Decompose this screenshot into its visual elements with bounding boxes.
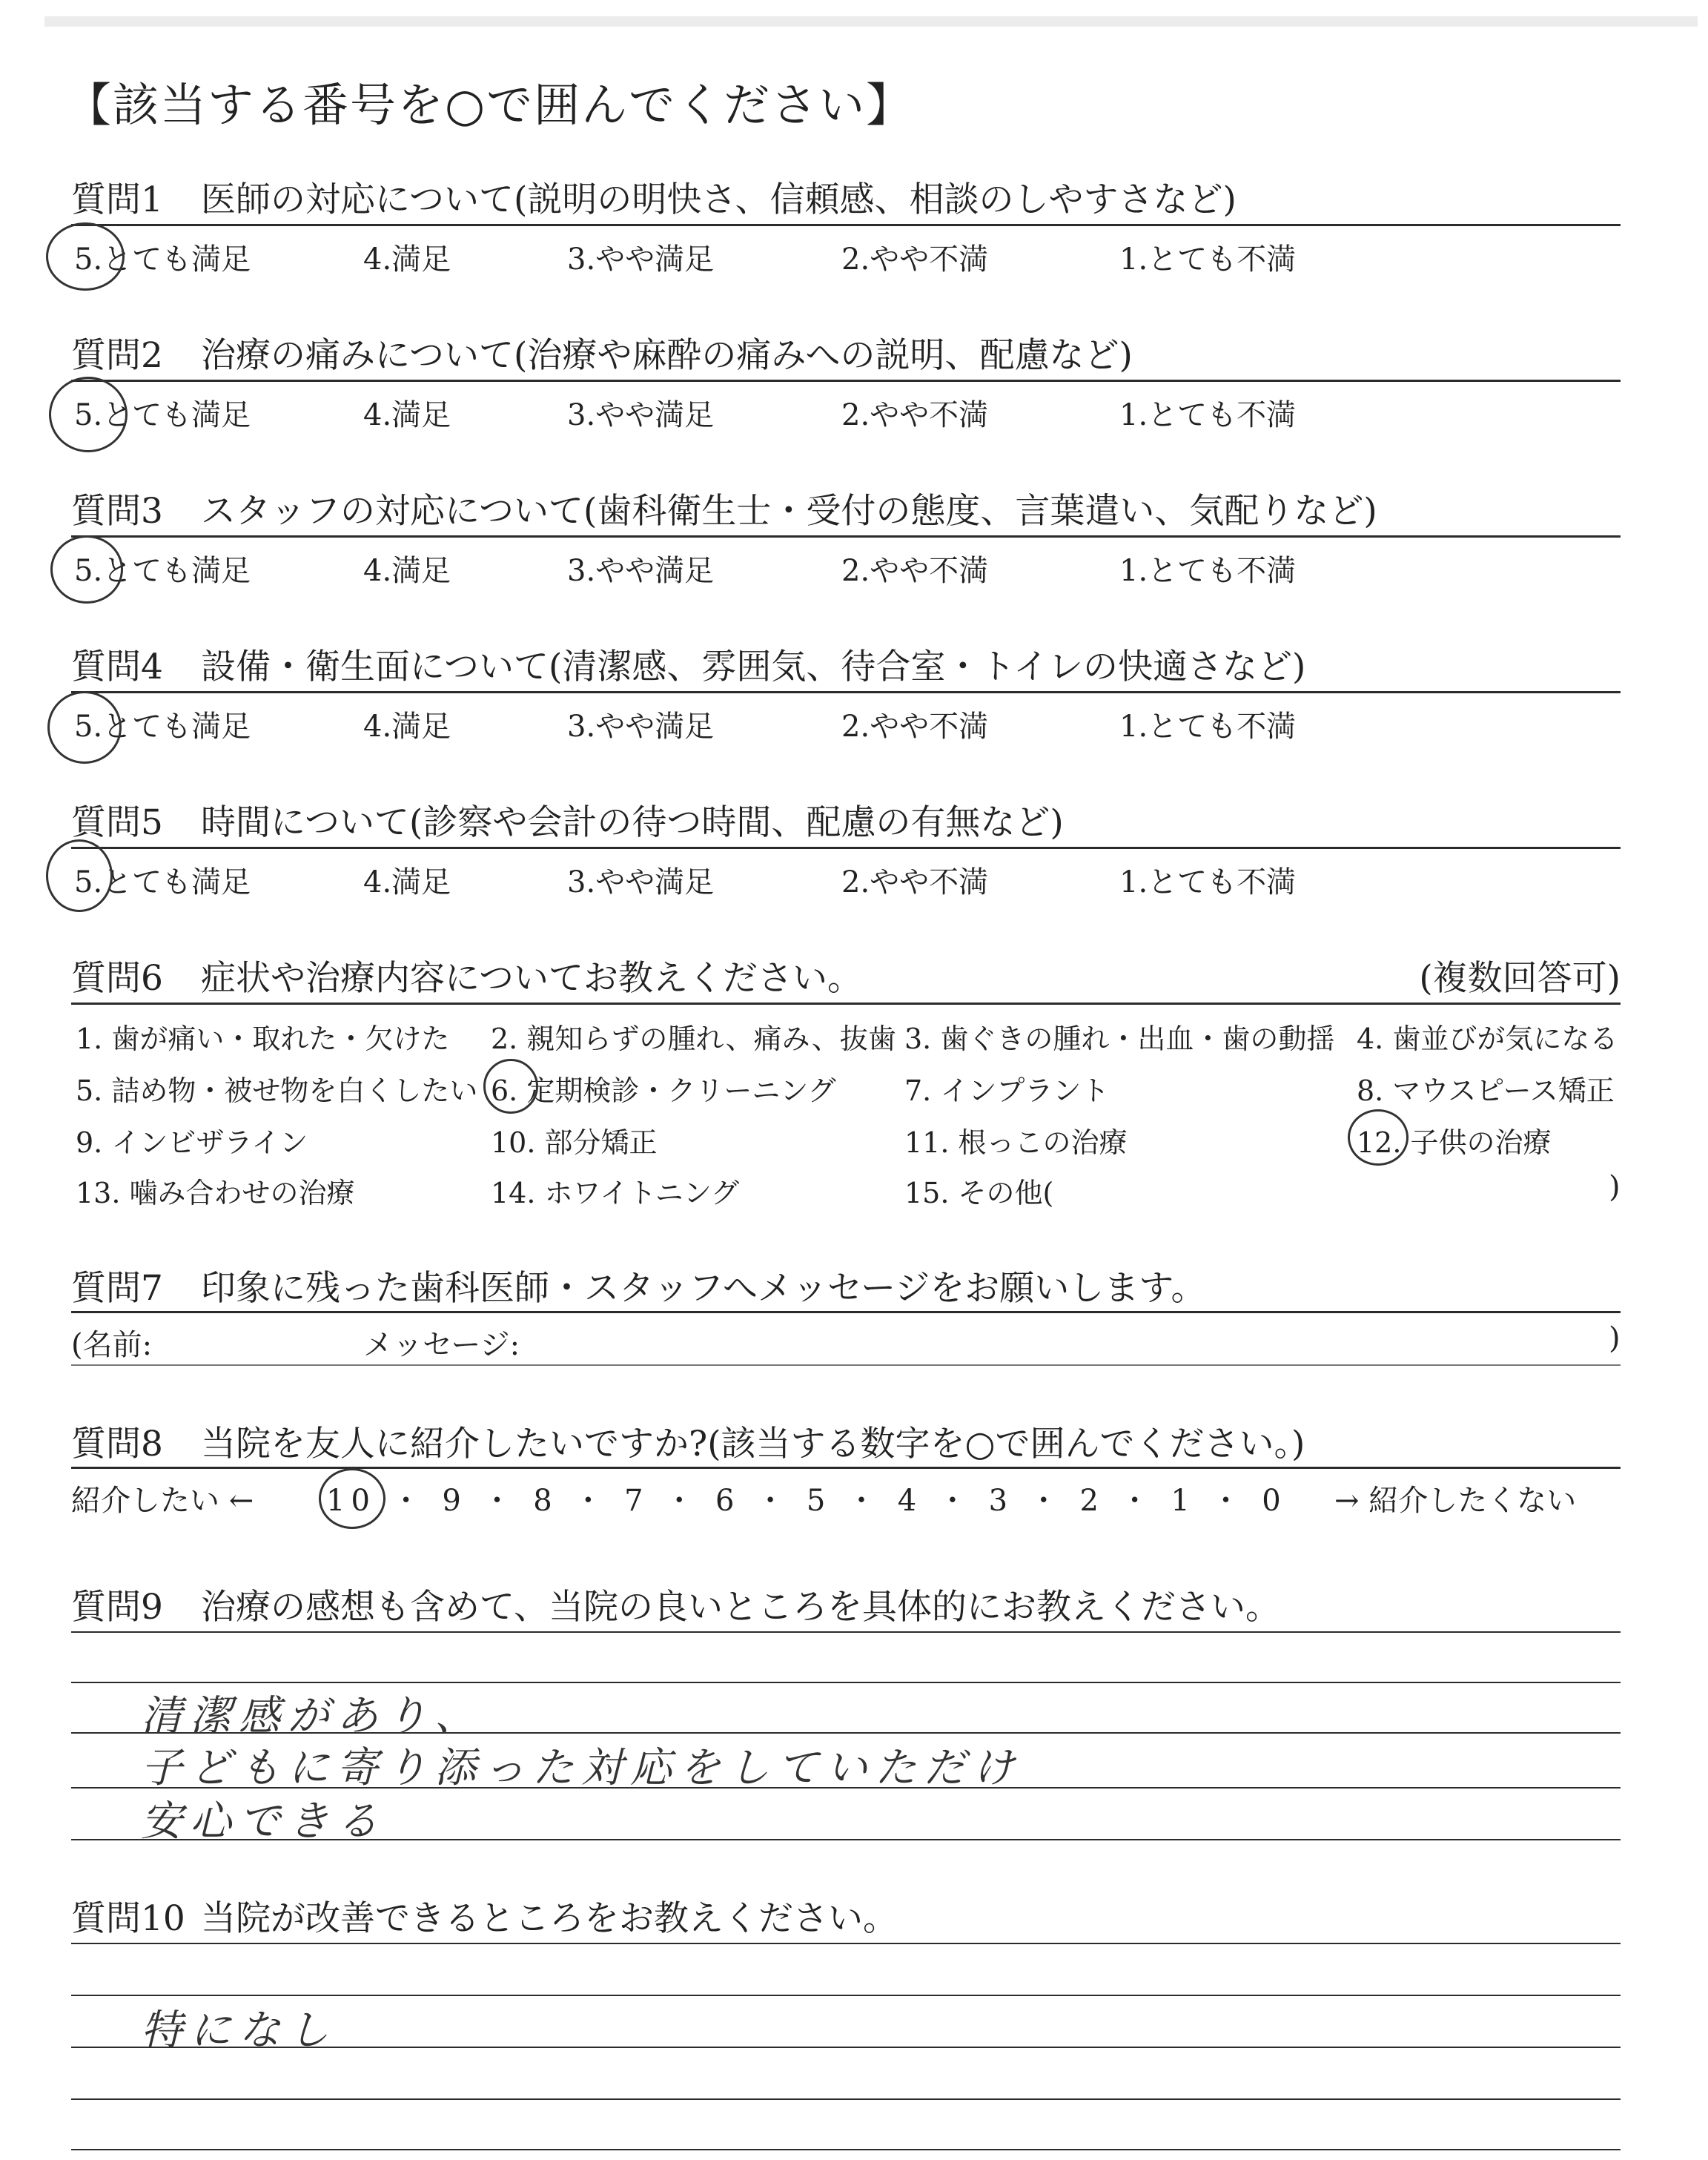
question-7: 質問7 印象に残った歯科医師・スタッフへメッセージをお願いします。 — [71, 1268, 1206, 1309]
q1-option-2[interactable]: 2.やや不満 — [841, 242, 989, 277]
q5-option-1[interactable]: 1.とても不満 — [1119, 865, 1297, 899]
q6-item-9[interactable]: 9. インビザライン — [76, 1126, 308, 1159]
q5-option-2[interactable]: 2.やや不満 — [841, 865, 989, 899]
q1-option-5[interactable]: 5.とても満足 — [74, 242, 251, 277]
q8-answer-circle — [319, 1468, 385, 1529]
q6-other-close-paren: ) — [1609, 1170, 1621, 1204]
q9-line-1 — [71, 1631, 1621, 1633]
question-3-rule — [71, 535, 1621, 538]
q7-close-paren: ) — [1609, 1321, 1621, 1355]
q3-option-2[interactable]: 2.やや不満 — [841, 554, 989, 588]
q2-answer-circle — [49, 377, 128, 452]
q10-line-4 — [71, 2098, 1621, 2100]
question-5: 質問5 時間について(診察や会計の待つ時間、配慮の有無など) — [71, 802, 1064, 843]
question-5-rule — [71, 847, 1621, 849]
q6-item-5[interactable]: 5. 詰め物・被せ物を白くしたい — [76, 1074, 478, 1107]
q6-item-13[interactable]: 13. 噛み合わせの治療 — [76, 1177, 355, 1209]
q6-item-8[interactable]: 8. マウスピース矯正 — [1357, 1074, 1615, 1107]
q9-handwritten-line-3: 安心できる — [141, 1797, 385, 1846]
q10-line-5 — [71, 2149, 1621, 2150]
scan-edge — [44, 16, 1698, 27]
question-3: 質問3 スタッフの対応について(歯科衛生士・受付の態度、言葉遣い、気配りなど) — [71, 491, 1377, 532]
q6-item-6-circle — [483, 1059, 538, 1114]
question-9: 質問9 治療の感想も含めて、当院の良いところを具体的にお教えください。 — [71, 1587, 1281, 1628]
q3-option-3[interactable]: 3.やや満足 — [567, 554, 715, 588]
q2-option-3[interactable]: 3.やや満足 — [567, 398, 715, 432]
q8-left-label: 紹介したい ← — [71, 1484, 254, 1518]
q1-option-1[interactable]: 1.とても不満 — [1119, 242, 1297, 277]
q5-option-3[interactable]: 3.やや満足 — [567, 865, 715, 899]
question-4: 質問4 設備・衛生面について(清潔感、雰囲気、待合室・トイレの快適さなど) — [71, 647, 1306, 687]
q4-option-3[interactable]: 3.やや満足 — [567, 710, 715, 744]
q6-item-11[interactable]: 11. 根っこの治療 — [904, 1126, 1128, 1159]
question-4-rule — [71, 691, 1621, 693]
q8-scale[interactable]: 10 ・ 9 ・ 8 ・ 7 ・ 6 ・ 5 ・ 4 ・ 3 ・ 2 ・ 1 ・ 0 — [326, 1484, 1287, 1518]
q2-option-4[interactable]: 4.満足 — [363, 398, 451, 432]
q4-option-2[interactable]: 2.やや不満 — [841, 710, 989, 744]
q4-option-5[interactable]: 5.とても満足 — [74, 710, 251, 744]
q6-item-7[interactable]: 7. インプラント — [904, 1074, 1110, 1107]
q7-name-label: (名前: — [71, 1328, 153, 1362]
q10-line-2 — [71, 1995, 1621, 1996]
q7-message-label: メッセージ: — [363, 1328, 520, 1362]
q1-answer-circle — [46, 222, 125, 291]
q6-item-10[interactable]: 10. 部分矯正 — [491, 1126, 658, 1159]
q10-line-1 — [71, 1943, 1621, 1944]
question-7-rule — [71, 1311, 1621, 1313]
q6-item-2[interactable]: 2. 親知らずの腫れ、痛み、抜歯 — [491, 1023, 896, 1055]
q5-option-5[interactable]: 5.とても満足 — [74, 865, 251, 899]
q6-item-1[interactable]: 1. 歯が痛い・取れた・欠けた — [76, 1023, 450, 1055]
q3-option-1[interactable]: 1.とても不満 — [1119, 554, 1297, 588]
q4-answer-circle — [47, 691, 122, 764]
q5-option-4[interactable]: 4.満足 — [363, 865, 451, 899]
q3-option-4[interactable]: 4.満足 — [363, 554, 451, 588]
q4-option-4[interactable]: 4.満足 — [363, 710, 451, 744]
q2-option-2[interactable]: 2.やや不満 — [841, 398, 989, 432]
q6-item-6[interactable]: 6. 定期検診・クリーニング — [491, 1074, 836, 1107]
page-heading: 【該当する番号を○で囲んでください】 — [65, 78, 914, 132]
q10-handwritten-line-1: 特になし — [141, 2007, 337, 2055]
question-6-note: (複数回答可) — [1419, 958, 1621, 999]
q2-option-5[interactable]: 5.とても満足 — [74, 398, 251, 432]
q6-item-15[interactable]: 15. その他( — [904, 1177, 1054, 1209]
q6-item-12-circle — [1348, 1109, 1409, 1166]
q1-option-4[interactable]: 4.満足 — [363, 242, 451, 277]
q6-item-4[interactable]: 4. 歯並びが気になる — [1357, 1023, 1618, 1055]
question-1: 質問1 医師の対応について(説明の明快さ、信頼感、相談のしやすさなど) — [71, 179, 1237, 220]
q6-item-3[interactable]: 3. 歯ぐきの腫れ・出血・歯の動揺 — [904, 1023, 1335, 1055]
question-6-rule — [71, 1003, 1621, 1005]
q8-right-label: → 紹介したくない — [1334, 1484, 1577, 1518]
question-8-rule — [71, 1467, 1621, 1469]
question-8: 質問8 当院を友人に紹介したいですか?(該当する数字を○で囲んでください。) — [71, 1424, 1305, 1464]
q9-handwritten-line-1: 清潔感があり、 — [141, 1692, 483, 1740]
q5-answer-circle — [46, 839, 113, 912]
q6-item-12[interactable]: 12. 子供の治療 — [1357, 1126, 1552, 1159]
question-10: 質問10 当院が改善できるところをお教えください。 — [71, 1898, 898, 1939]
q2-option-1[interactable]: 1.とても不満 — [1119, 398, 1297, 432]
q6-item-14[interactable]: 14. ホワイトニング — [491, 1177, 740, 1209]
q9-handwritten-line-2: 子どもに寄り添った対応をしていただけ — [141, 1744, 1022, 1792]
question-6: 質問6 症状や治療内容についてお教えください。 — [71, 958, 863, 999]
q1-option-3[interactable]: 3.やや満足 — [567, 242, 715, 277]
q3-answer-circle — [50, 535, 123, 604]
q7-answer-line[interactable] — [71, 1364, 1621, 1366]
q4-option-1[interactable]: 1.とても不満 — [1119, 710, 1297, 744]
q3-option-5[interactable]: 5.とても満足 — [74, 554, 251, 588]
question-2-rule — [71, 380, 1621, 382]
question-1-rule — [71, 224, 1621, 226]
question-2: 質問2 治療の痛みについて(治療や麻酔の痛みへの説明、配慮など) — [71, 335, 1133, 376]
